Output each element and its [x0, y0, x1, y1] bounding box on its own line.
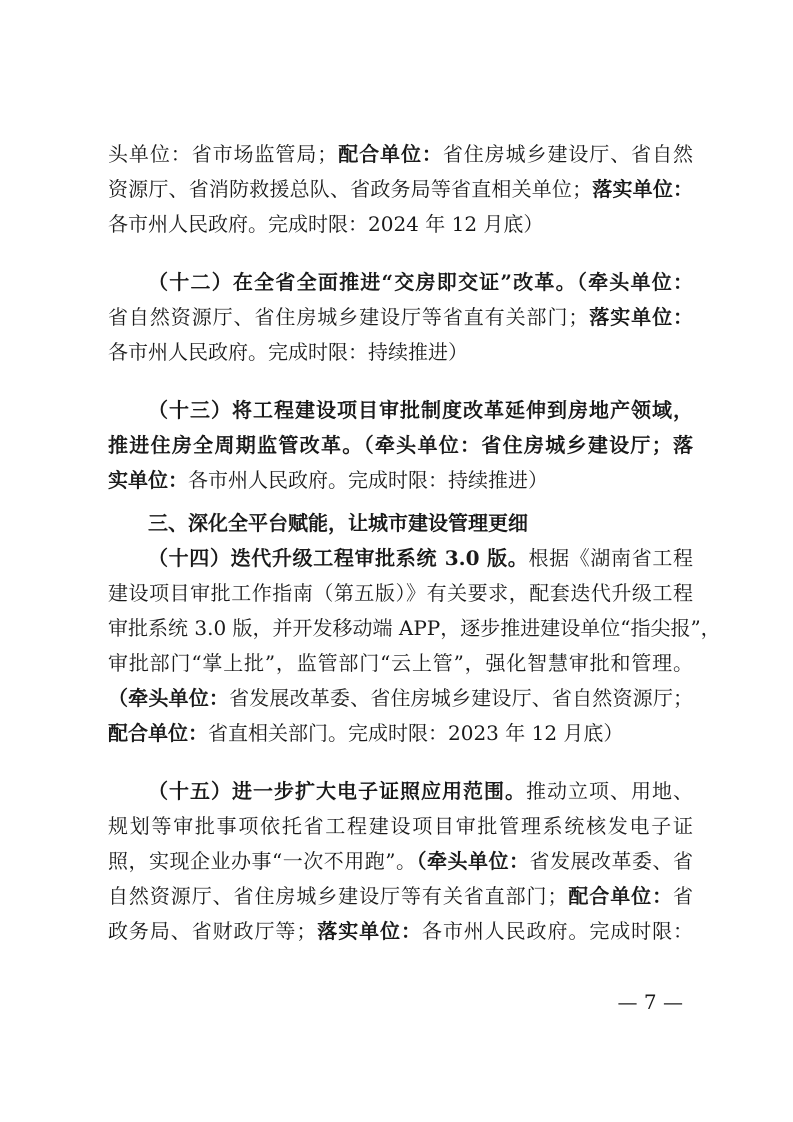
paragraph-4-line-4: 审批部门“掌上批”，监管部门“云上管”，强化智慧审批和管理。 [108, 651, 693, 675]
paragraph-2-line-1: （十二）在全省全面推进“交房即交证”改革。（牵头单位： [148, 270, 693, 294]
paragraph-3-line-2: 推进住房全周期监管改革。（牵头单位：省住房城乡建设厅；落 [108, 433, 694, 457]
paragraph-5-line-4: 自然资源厅、省住房城乡建设厅等有关省直部门；配合单位：省 [108, 884, 694, 908]
paragraph-4-line-6: 配合单位：省直相关部门。完成时限：2023 年 12 月底） [108, 721, 624, 745]
paragraph-1-line-2: 资源厅、省消防救援总队、省政务局等省直相关单位；落实单位： [108, 177, 694, 201]
body-text [108, 137, 721, 949]
paragraph-5-line-1: （十五）进一步扩大电子证照应用范围。推动立项、用地、 [148, 779, 693, 803]
paragraph-2-line-3: 各市州人民政府。完成时限：持续推进） [108, 340, 468, 364]
paragraph-3-line-1: （十三）将工程建设项目审批制度改革延伸到房地产领域， [148, 398, 693, 422]
paragraph-4-line-1: （十四）迭代升级工程审批系统 3.0 版。根据《湖南省工程 [148, 546, 693, 570]
paragraph-3-line-3: 实单位：各市州人民政府。完成时限：持续推进） [108, 468, 548, 492]
paragraph-2-line-2: 省自然资源厅、省住房城乡建设厅等省直有关部门；落实单位： [108, 305, 694, 329]
paragraph-5-line-3: 照，实现企业办事“一次不用跑”。（牵头单位：省发展改革委、省 [108, 849, 694, 873]
paragraph-1-line-1: 头单位：省市场监管局；配合单位：省住房城乡建设厅、省自然 [108, 142, 694, 166]
paragraph-5-line-2: 规划等审批事项依托省工程建设项目审批管理系统核发电子证 [108, 814, 693, 838]
paragraph-1-line-3: 各市州人民政府。完成时限：2024 年 12 月底） [108, 212, 544, 236]
section-heading: 三、深化全平台赋能，让城市建设管理更细 [148, 511, 528, 535]
paragraph-4-line-2: 建设项目审批工作指南（第五版）》有关要求，配套迭代升级工程 [108, 581, 693, 605]
paragraph-4-line-3: 审批系统 3.0 版，并开发移动端 APP，逐步推进建设单位“指尖报”， [108, 616, 721, 640]
paragraph-4-line-5: （牵头单位：省发展改革委、省住房城乡建设厅、省自然资源厅； [108, 686, 694, 710]
paragraph-5-line-5: 政务局、省财政厅等；落实单位：各市州人民政府。完成时限： [108, 919, 694, 943]
page-number: — 7 — [617, 990, 683, 1014]
